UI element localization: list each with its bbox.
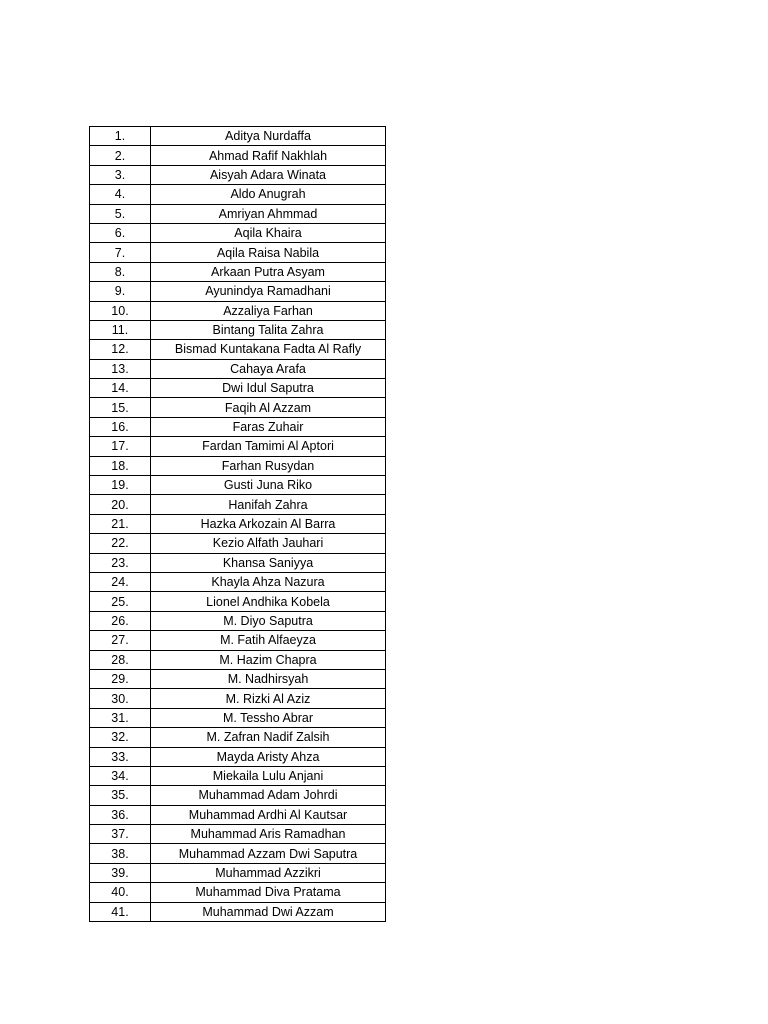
row-number: 41.	[90, 902, 151, 921]
row-number: 35.	[90, 786, 151, 805]
row-number: 27.	[90, 631, 151, 650]
student-name: M. Diyo Saputra	[151, 611, 386, 630]
student-name: Aldo Anugrah	[151, 185, 386, 204]
student-name: Muhammad Azzam Dwi Saputra	[151, 844, 386, 863]
student-name: Hazka Arkozain Al Barra	[151, 514, 386, 533]
row-number: 33.	[90, 747, 151, 766]
table-row	[90, 844, 386, 863]
student-name: Muhammad Adam Johrdi	[151, 786, 386, 805]
row-number: 7.	[90, 243, 151, 262]
row-number: 38.	[90, 844, 151, 863]
row-number: 23.	[90, 553, 151, 572]
student-name: Muhammad Azzikri	[151, 863, 386, 882]
row-number: 17.	[90, 437, 151, 456]
student-name: M. Fatih Alfaeyza	[151, 631, 386, 650]
student-name: Cahaya Arafa	[151, 359, 386, 378]
row-number: 15.	[90, 398, 151, 417]
table-row	[90, 553, 386, 572]
row-number: 10.	[90, 301, 151, 320]
table-row	[90, 437, 386, 456]
student-name: Khansa Saniyya	[151, 553, 386, 572]
table-row	[90, 572, 386, 591]
student-name: Khayla Ahza Nazura	[151, 572, 386, 591]
row-number: 21.	[90, 514, 151, 533]
row-number: 25.	[90, 592, 151, 611]
student-name: Bismad Kuntakana Fadta Al Rafly	[151, 340, 386, 359]
table-row	[90, 495, 386, 514]
table-row	[90, 883, 386, 902]
student-name: Aqila Khaira	[151, 223, 386, 242]
table-row	[90, 223, 386, 242]
student-name: Ahmad Rafif Nakhlah	[151, 146, 386, 165]
row-number: 28.	[90, 650, 151, 669]
table-row	[90, 708, 386, 727]
table-row	[90, 902, 386, 921]
table-row	[90, 592, 386, 611]
table-row	[90, 340, 386, 359]
row-number: 2.	[90, 146, 151, 165]
student-name: M. Rizki Al Aziz	[151, 689, 386, 708]
student-name: M. Tessho Abrar	[151, 708, 386, 727]
table-row	[90, 825, 386, 844]
table-row	[90, 320, 386, 339]
table-row	[90, 185, 386, 204]
student-name: Farhan Rusydan	[151, 456, 386, 475]
row-number: 13.	[90, 359, 151, 378]
table-row	[90, 204, 386, 223]
student-name: Muhammad Dwi Azzam	[151, 902, 386, 921]
row-number: 26.	[90, 611, 151, 630]
student-name: Mayda Aristy Ahza	[151, 747, 386, 766]
table-row	[90, 766, 386, 785]
table-row	[90, 514, 386, 533]
row-number: 39.	[90, 863, 151, 882]
student-name: Hanifah Zahra	[151, 495, 386, 514]
row-number: 40.	[90, 883, 151, 902]
table-row	[90, 863, 386, 882]
row-number: 30.	[90, 689, 151, 708]
table-row	[90, 689, 386, 708]
student-name: Azzaliya Farhan	[151, 301, 386, 320]
row-number: 4.	[90, 185, 151, 204]
row-number: 37.	[90, 825, 151, 844]
student-name: M. Hazim Chapra	[151, 650, 386, 669]
row-number: 3.	[90, 165, 151, 184]
row-number: 19.	[90, 476, 151, 495]
table-row	[90, 786, 386, 805]
student-name: Faqih Al Azzam	[151, 398, 386, 417]
row-number: 5.	[90, 204, 151, 223]
student-name: M. Nadhirsyah	[151, 669, 386, 688]
student-name: Bintang Talita Zahra	[151, 320, 386, 339]
table-row	[90, 379, 386, 398]
row-number: 29.	[90, 669, 151, 688]
student-name: Arkaan Putra Asyam	[151, 262, 386, 281]
row-number: 18.	[90, 456, 151, 475]
row-number: 8.	[90, 262, 151, 281]
row-number: 34.	[90, 766, 151, 785]
table-row	[90, 243, 386, 262]
student-name: Dwi Idul Saputra	[151, 379, 386, 398]
row-number: 16.	[90, 417, 151, 436]
table-row	[90, 146, 386, 165]
row-number: 22.	[90, 534, 151, 553]
student-name: Muhammad Diva Pratama	[151, 883, 386, 902]
student-name: Fardan Tamimi Al Aptori	[151, 437, 386, 456]
row-number: 11.	[90, 320, 151, 339]
name-list-table	[89, 126, 386, 922]
row-number: 9.	[90, 282, 151, 301]
student-name: Gusti Juna Riko	[151, 476, 386, 495]
row-number: 20.	[90, 495, 151, 514]
table-row	[90, 747, 386, 766]
table-row	[90, 669, 386, 688]
table-row	[90, 262, 386, 281]
name-list-body	[90, 127, 386, 922]
row-number: 36.	[90, 805, 151, 824]
row-number: 12.	[90, 340, 151, 359]
table-row	[90, 611, 386, 630]
student-name: Ayunindya Ramadhani	[151, 282, 386, 301]
table-row	[90, 534, 386, 553]
row-number: 24.	[90, 572, 151, 591]
table-row	[90, 417, 386, 436]
row-number: 6.	[90, 223, 151, 242]
row-number: 32.	[90, 728, 151, 747]
student-name: M. Zafran Nadif Zalsih	[151, 728, 386, 747]
table-row	[90, 456, 386, 475]
table-row	[90, 127, 386, 146]
student-name: Miekaila Lulu Anjani	[151, 766, 386, 785]
row-number: 14.	[90, 379, 151, 398]
table-row	[90, 805, 386, 824]
student-name: Muhammad Ardhi Al Kautsar	[151, 805, 386, 824]
table-row	[90, 282, 386, 301]
table-row	[90, 631, 386, 650]
table-row	[90, 359, 386, 378]
student-name: Muhammad Aris Ramadhan	[151, 825, 386, 844]
student-name: Kezio Alfath Jauhari	[151, 534, 386, 553]
student-name: Lionel Andhika Kobela	[151, 592, 386, 611]
table-row	[90, 301, 386, 320]
row-number: 1.	[90, 127, 151, 146]
student-name: Amriyan Ahmmad	[151, 204, 386, 223]
student-name: Aditya Nurdaffa	[151, 127, 386, 146]
table-row	[90, 165, 386, 184]
table-row	[90, 728, 386, 747]
table-row	[90, 650, 386, 669]
table-row	[90, 398, 386, 417]
table-row	[90, 476, 386, 495]
student-name: Aqila Raisa Nabila	[151, 243, 386, 262]
row-number: 31.	[90, 708, 151, 727]
student-name: Aisyah Adara Winata	[151, 165, 386, 184]
student-name: Faras Zuhair	[151, 417, 386, 436]
